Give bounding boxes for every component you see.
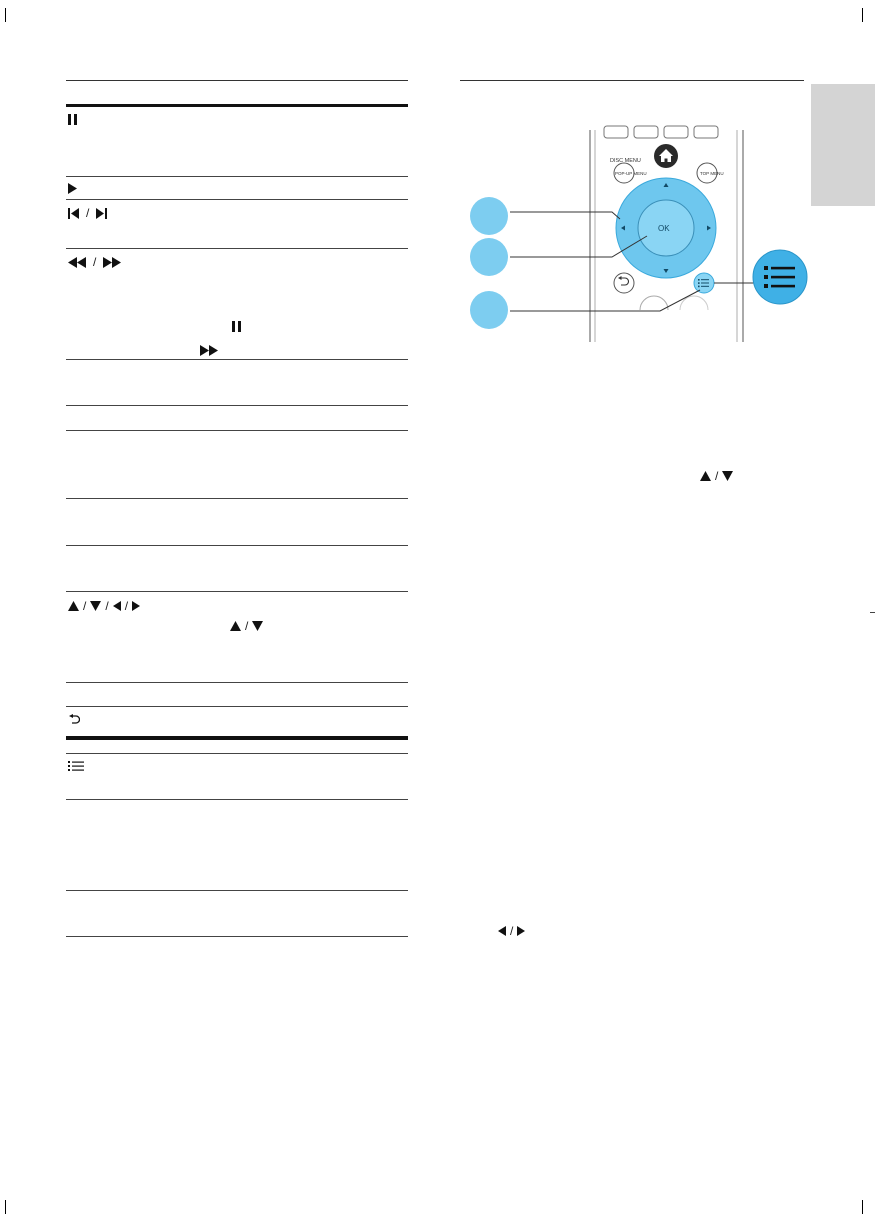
table-bottom-rule <box>66 736 408 740</box>
page-edge-mark <box>870 612 875 613</box>
inline-arrows: / <box>230 619 263 633</box>
leader-line-1 <box>510 212 620 219</box>
row-divider <box>66 176 408 177</box>
right-arrow-icon <box>132 601 140 611</box>
skip-previous-icon <box>68 208 79 219</box>
inline-left-right-arrows: / <box>498 924 525 938</box>
skip-next-icon <box>96 208 107 219</box>
popup-menu-label: POP-UP MENU <box>615 171 647 176</box>
crop-mark <box>862 8 863 22</box>
crop-mark <box>5 8 6 22</box>
back-icon <box>69 714 80 726</box>
inline-up-down-arrows: / <box>700 469 733 483</box>
language-tab <box>811 84 875 206</box>
row-divider <box>66 706 408 707</box>
row-divider <box>66 430 408 431</box>
row-divider <box>66 799 408 800</box>
disc-menu-label: DISC MENU <box>610 158 641 164</box>
down-arrow-icon <box>90 601 101 611</box>
table-top-rule <box>66 80 408 81</box>
row-divider <box>66 498 408 499</box>
up-arrow-icon <box>68 601 79 611</box>
down-arrow-icon <box>722 471 733 481</box>
crop-mark <box>5 1200 6 1214</box>
options-icon <box>68 760 84 772</box>
rewind-icon <box>68 257 86 268</box>
row-divider <box>66 199 408 200</box>
crop-mark <box>862 1200 863 1214</box>
row-divider <box>66 359 408 360</box>
row-divider <box>66 405 408 406</box>
ok-label: OK <box>658 224 670 233</box>
row-divider <box>66 890 408 891</box>
callout-badge-2 <box>470 238 508 276</box>
pause-icon <box>68 114 77 125</box>
up-arrow-icon <box>700 471 711 481</box>
table-row: / <box>68 206 107 220</box>
top-menu-label: TOP MENU <box>700 171 724 176</box>
up-arrow-icon <box>230 621 241 631</box>
row-divider <box>66 682 408 683</box>
table-row <box>68 183 77 194</box>
row-divider <box>66 591 408 592</box>
left-arrow-icon <box>498 926 506 936</box>
leader-line-3 <box>510 290 700 311</box>
row-divider <box>66 753 408 754</box>
row-divider <box>66 936 408 937</box>
right-arrow-icon <box>517 926 525 936</box>
callout-badge-3 <box>470 291 508 329</box>
fast-forward-icon <box>103 257 121 268</box>
table-header-rule <box>66 104 408 107</box>
callout-badge-1 <box>470 197 508 235</box>
play-icon <box>68 183 77 194</box>
pause-icon <box>232 321 241 332</box>
section-top-rule <box>460 80 804 81</box>
down-arrow-icon <box>252 621 263 631</box>
table-row: / <box>68 255 121 269</box>
left-arrow-icon <box>113 601 121 611</box>
row-divider <box>66 545 408 546</box>
row-divider <box>66 248 408 249</box>
remote-control-illustration <box>462 120 812 342</box>
table-row <box>68 114 77 125</box>
fast-forward-icon <box>200 345 218 356</box>
table-row: / / / <box>68 599 140 613</box>
